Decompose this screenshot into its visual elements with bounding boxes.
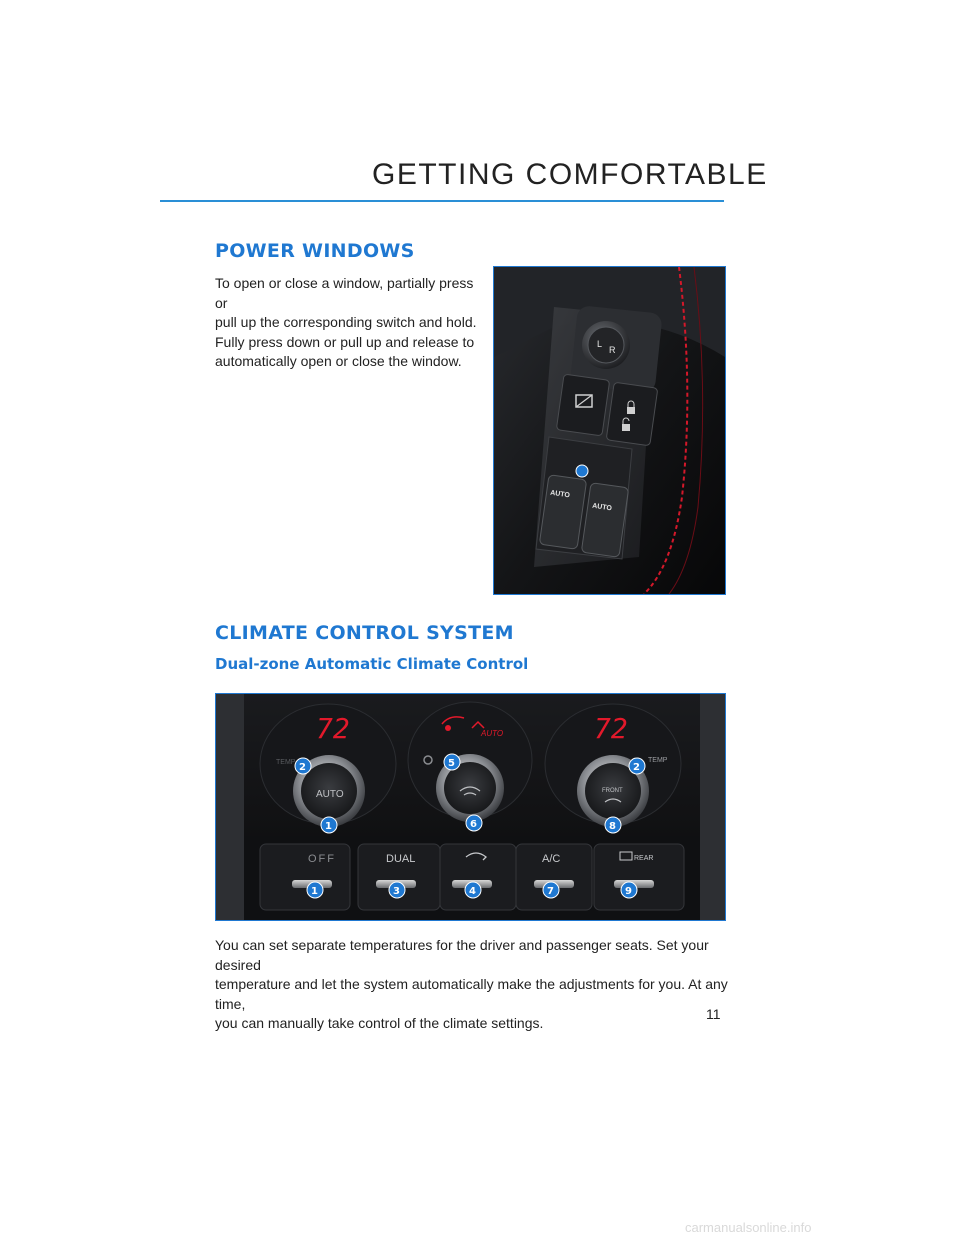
svg-text:6: 6 — [470, 819, 477, 830]
climate-control-paragraph — [215, 936, 735, 1034]
section-header-title: GETTING COMFORTABLE — [372, 158, 768, 191]
climate-control-photo — [215, 693, 726, 921]
callout-marker — [466, 815, 482, 831]
svg-text:2: 2 — [299, 762, 306, 773]
svg-text:7: 7 — [547, 886, 554, 897]
center-auto-display: AUTO — [481, 729, 504, 738]
svg-text:5: 5 — [448, 758, 455, 769]
callout-marker — [321, 817, 337, 833]
power-windows-paragraph — [215, 274, 480, 372]
paragraph-line: temperature and let the system automatically make the adjustments for you. At any time, — [215, 976, 728, 1012]
paragraph-line: you can manually take control of the climate settings. — [215, 1015, 544, 1031]
mirror-left-label: L — [597, 339, 603, 349]
callout-marker — [629, 758, 645, 774]
svg-text:9: 9 — [625, 886, 632, 897]
svg-text:1: 1 — [311, 886, 318, 897]
svg-text:4: 4 — [469, 886, 476, 897]
callout-marker — [605, 817, 621, 833]
svg-text:3: 3 — [393, 886, 400, 897]
off-button-label: OFF — [308, 853, 336, 865]
callout-marker — [389, 882, 405, 898]
rear-button-label: REAR — [634, 855, 654, 862]
climate-control-illustration — [216, 694, 725, 920]
climate-control-heading: CLIMATE CONTROL SYSTEM — [215, 622, 514, 644]
mirror-right-label: R — [609, 345, 616, 355]
callout-marker — [465, 882, 481, 898]
page-number: 11 — [706, 1006, 721, 1022]
right-knob-front-label: FRONT — [602, 788, 623, 794]
window-switch-auto-label: AUTO — [591, 502, 613, 513]
window-switch-auto-label: AUTO — [549, 489, 571, 500]
paragraph-line: pull up the corresponding switch and hold. — [215, 314, 477, 330]
svg-text:1: 1 — [325, 821, 332, 832]
power-window-switch-photo — [493, 266, 726, 595]
left-knob-auto-label: AUTO — [316, 789, 344, 800]
ac-button-label: A/C — [542, 853, 561, 865]
header-rule — [160, 200, 724, 202]
dual-button-label: DUAL — [386, 853, 416, 865]
temp-label-left: TEMP — [276, 759, 296, 766]
left-temperature-display: 72 — [316, 712, 350, 745]
watermark: carmanualsonline.info — [685, 1220, 812, 1235]
callout-marker — [295, 758, 311, 774]
svg-text:2: 2 — [633, 762, 640, 773]
temp-label-right: TEMP — [648, 757, 668, 764]
right-temperature-display: 72 — [594, 712, 628, 745]
paragraph-line: You can set separate temperatures for the driver and passenger seats. Set your desired — [215, 937, 709, 973]
callout-marker — [444, 754, 460, 770]
paragraph-line: To open or close a window, partially press or — [215, 275, 474, 311]
callout-marker — [543, 882, 559, 898]
paragraph-line: Fully press down or pull up and release to — [215, 333, 475, 350]
callout-marker — [621, 882, 637, 898]
svg-text:8: 8 — [609, 821, 616, 832]
paragraph-line: automatically open or close the window. — [215, 353, 462, 369]
callout-marker — [307, 882, 323, 898]
climate-control-subheading: Dual-zone Automatic Climate Control — [215, 655, 529, 673]
callout-dot — [576, 465, 588, 477]
power-windows-heading: POWER WINDOWS — [215, 240, 415, 262]
power-window-switch-illustration — [494, 267, 725, 594]
